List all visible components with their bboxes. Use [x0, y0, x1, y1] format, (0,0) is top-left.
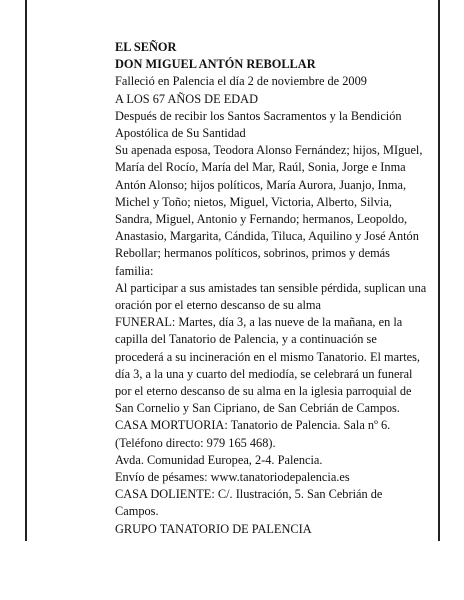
- death-date: Falleció en Palencia el día 2 de noviembre de 2009: [115, 74, 367, 89]
- funeral-details: FUNERAL: Martes, día 3, a las nueve de la mañana, en la capilla del Tanatorio de Palencia, y a continuación se procederá a su incineración en el mismo Tanatorio. El martes, día 3, a la una y cuarto del mediodía, se celebrará un funeral por el eterno descanso de su alma en la iglesia parroquial de San Cornelio y San Cipriano, de San Cebrián de Campos.: [115, 315, 420, 416]
- family-list: Su apenada esposa, Teodora Alonso Fernández; hijos, MIguel, María del Rocío, María del Mar, Raúl, Sonia, Jorge e Inma Antón Alonso; hijos políticos, María Aurora, Juanjo, Inma, Michel y Toño; nietos, Miguel, Victoria, Alberto, Silvia, Sandra, Miguel, Antonio y Fernando; hermanos, Leopoldo, Anastasio, Margarita, Cándida, Tiluca, Aquilino y José Antón Rebollar; hermanos políticos, sobrinos, primos y demás familia:: [115, 143, 423, 278]
- prayer-request: Al participar a sus amistades tan sensible pérdida, suplican una oración por el eterno descanso de su alma: [115, 280, 427, 313]
- age-at-death: A LOS 67 AÑOS DE EDAD: [115, 91, 258, 106]
- casa-mortuoria: CASA MORTUORIA: Tanatorio de Palencia. Sala nº 6. (Teléfono directo: 979 165 468).: [115, 418, 391, 450]
- address: Avda. Comunidad Europea, 2-4. Palencia.: [115, 452, 323, 467]
- obituary-notice: [115, 39, 427, 538]
- funeral-home-group: GRUPO TANATORIO DE PALENCIA: [115, 521, 312, 536]
- sacraments-text: Después de recibir los Santos Sacramentos y la Bendición Apostólica de Su Santidad: [115, 108, 402, 141]
- deceased-name: DON MIGUEL ANTÓN REBOLLAR: [115, 57, 316, 72]
- notice-title: EL SEÑOR: [115, 40, 177, 54]
- condolences-link: Envío de pésames: www.tanatoriodepalencia.es: [115, 470, 350, 485]
- casa-doliente: CASA DOLIENTE: C/. Ilustración, 5. San Cebrián de Campos.: [115, 487, 383, 519]
